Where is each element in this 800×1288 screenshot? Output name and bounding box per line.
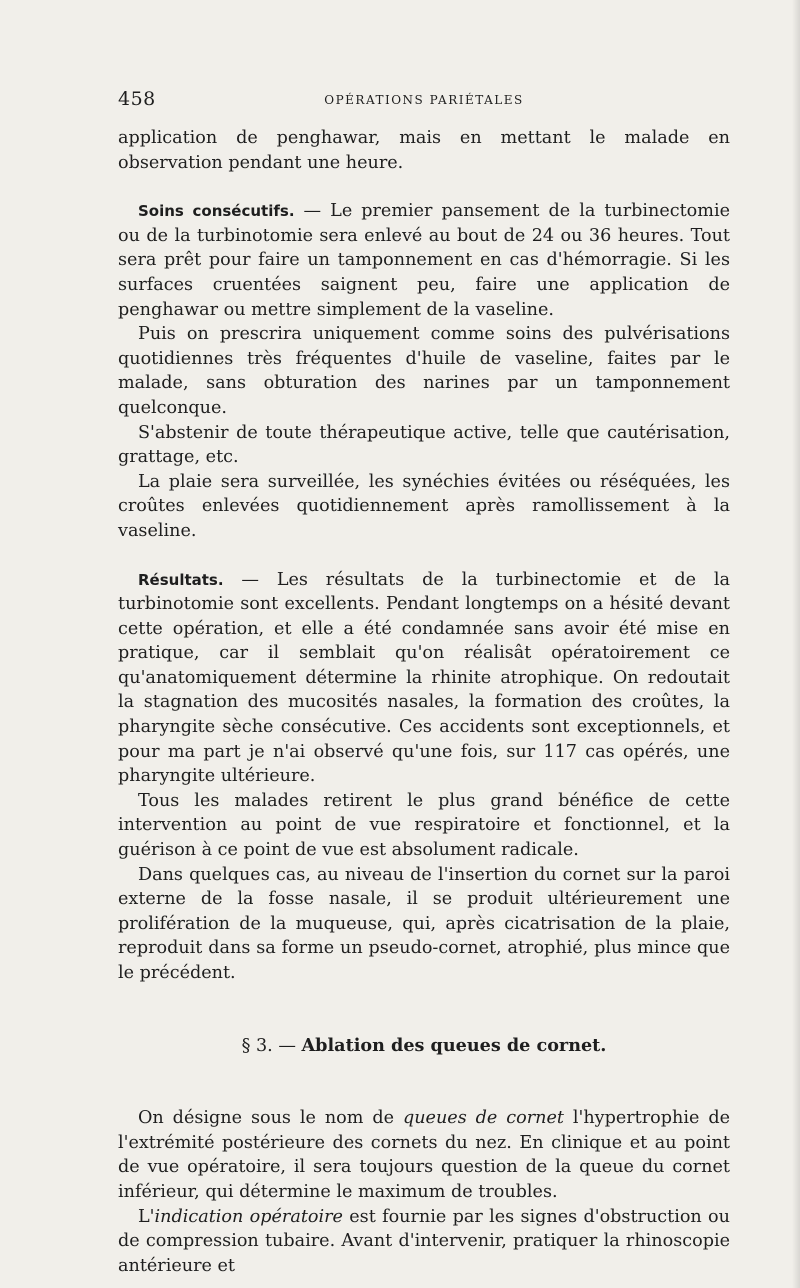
italic-term-queues-de-cornet: queues de cornet	[402, 1108, 564, 1129]
run-in-heading-soins: Soins consécutifs.	[138, 202, 295, 221]
paragraph-definition	[118, 1106, 730, 1204]
page-edge-shadow	[792, 0, 800, 1288]
text-run: est fournie par les signes d'obstruction ou de compression tubaire. Avant d'intervenir, pratiquer la rhinoscopie antérieure et	[118, 1206, 730, 1276]
paragraph-soins-consecutifs	[118, 199, 730, 322]
text-run: l'hypertrophie de l'extrémité postérieure des cornets du nez. En clinique et au point de vue opératoire, il sera toujours question de la queue du cornet inférieur, qui détermine le maximum de troubles.	[118, 1108, 730, 1202]
paragraph-resultats-text: — Les résultats de la turbinectomie et de la turbinotomie sont excellents. Pendant longtemps on a hésité devant cette opération, et elle a été condamnée sans avoir été mise en pratique, car il semblait qu'on réalisât opératoirement ce qu'anatomiquement détermine la rhinite atrophique. On redoutait la stagnation des mucosités nasales, la formation des croûtes, la pharyngite sèche consécutive. Ces accidents sont exceptionnels, et pour ma part je n'ai observé qu'une fois, sur 117 cas opérés, une pharyngite ultérieure.	[118, 569, 730, 787]
paragraph-surveillance: La plaie sera surveillée, les synéchies évitées ou réséquées, les croûtes enlevées quotidiennement après ramollissement à la vaseline.	[118, 471, 730, 541]
section-heading	[118, 1034, 730, 1059]
spacer	[118, 1058, 730, 1106]
paragraph-resultats	[118, 568, 730, 789]
run-in-heading-resultats: Résultats.	[138, 570, 224, 589]
text-run: L'	[138, 1206, 155, 1227]
spacer	[118, 986, 730, 1034]
paragraph-pulverisations: Puis on prescrira uniquement comme soins des pulvérisations quotidiennes très fréquentes d'huile de vaseline, faites par le malade, sans obturation des narines par un tamponnement quelconque.	[118, 324, 730, 418]
page-number: 458	[118, 88, 156, 110]
paragraph-continuation: application de penghawar, mais en mettant le malade en observation pendant une heure.	[118, 128, 730, 173]
text-run: On désigne sous le nom de	[138, 1108, 403, 1129]
running-head: OPÉRATIONS PARIÉTALES	[324, 93, 524, 107]
section-title: Ablation des queues de cornet.	[301, 1034, 607, 1056]
paragraph-pseudo-cornet: Dans quelques cas, au niveau de l'insertion du cornet sur la paroi externe de la fosse nasale, il se produit ultérieurement une prolifération de la muqueuse, qui, après cicatrisation de la plaie, reproduit dans sa forme un pseudo-cornet, atrophié, plus mince que le précédent.	[118, 864, 730, 983]
italic-term-indication-operatoire: indication opératoire	[154, 1206, 343, 1227]
paragraph-indication	[118, 1205, 730, 1279]
paragraph-soins-text: — Le premier pansement de la turbinectomie ou de la turbinotomie sera enlevé au bout de 24 ou 36 heures. Tout sera prêt pour faire un tamponnement en cas d'hémorragie. Si les surfaces cruentées saignent peu, faire une application de penghawar ou mettre simplement de la vaseline.	[118, 201, 731, 320]
spacer	[118, 175, 730, 199]
paragraph-benefice: Tous les malades retirent le plus grand bénéfice de cette intervention au point de vue respiratoire et fonctionnel, et la guérison à ce point de vue est absolument radicale.	[118, 790, 730, 861]
section-number: § 3. —	[241, 1035, 302, 1056]
page-header	[118, 88, 730, 114]
spacer	[118, 544, 730, 568]
paragraph-abstention: S'abstenir de toute thérapeutique active, telle que cautérisation, grattage, etc.	[118, 422, 730, 468]
body-text	[118, 126, 730, 1278]
